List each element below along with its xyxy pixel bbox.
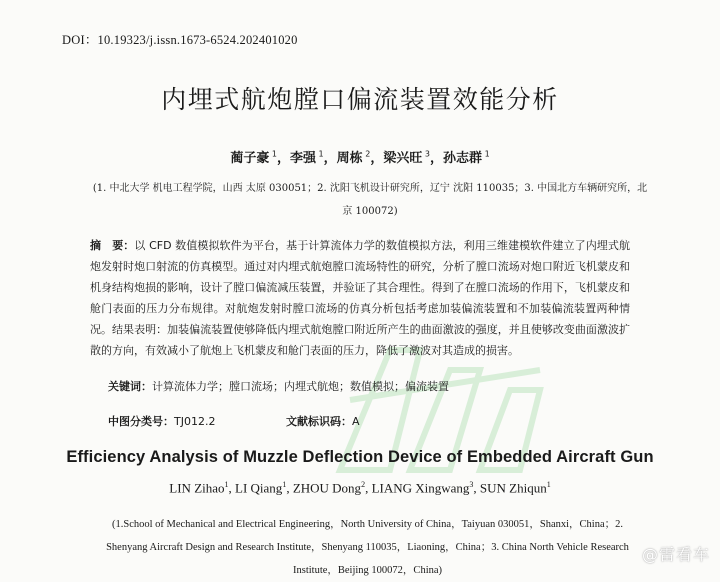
- keywords-text: 计算流体力学；膛口流场；内埋式航炮；数值模拟；偏流装置: [152, 380, 449, 393]
- doi-line: DOI：10.19323/j.issn.1673-6524.202401020: [62, 33, 298, 47]
- title-chinese: 内埋式航炮膛口偏流装置效能分析: [161, 85, 559, 114]
- watermark-text: @雷看车: [641, 545, 710, 564]
- document-code: [286, 413, 360, 429]
- clc-label: 中图分类号：: [108, 415, 174, 428]
- clc-value: TJ012.2: [174, 415, 216, 428]
- author-cn-name: 蔺子豪: [230, 151, 270, 166]
- author-en-name: LIANG Xingwang: [371, 480, 470, 496]
- author-en-name: ZHOU Dong: [292, 480, 362, 496]
- author-cn-name: 李强: [290, 151, 317, 166]
- author-cn-name: 周栋: [336, 151, 363, 166]
- author-en-affil-mark: 1: [282, 480, 287, 489]
- author-en-name: LIN Zihao: [169, 480, 225, 496]
- author-cn-affil-mark: 2: [362, 149, 371, 159]
- keywords-chinese: [108, 378, 449, 394]
- author-cn-affil-mark: 1: [316, 149, 324, 159]
- author-cn-affil-mark: 1: [482, 149, 490, 159]
- author-en-affil-mark: 2: [361, 480, 366, 489]
- keywords-label: 关键词：: [108, 380, 152, 393]
- doc-code-value: A: [352, 415, 360, 428]
- author-en-name: LI Qiang: [235, 480, 283, 496]
- doc-code-label: 文献标识码：: [286, 415, 352, 428]
- authors-chinese: 蔺子豪 $^1$，李强 $^1$，周栋 $^2$，梁兴旺 $^3$，孙志群 $^1$: [230, 149, 490, 166]
- author-en-affil-mark: 1: [224, 480, 229, 489]
- affiliation-chinese: (1. 中北大学 机电工程学院，山西 太原 030051；2. 沈阳飞机设计研究所，辽宁 沈阳 110035；3. 中国北方车辆研究所，北京 100072): [92, 183, 648, 217]
- author-en-affil-mark: 3: [469, 480, 474, 489]
- author-cn-affil-mark: 3: [422, 149, 430, 159]
- author-en-name: SUN Zhiqun: [479, 480, 547, 496]
- abstract-chinese: [90, 235, 630, 361]
- author-en-affil-mark: 1: [546, 480, 551, 489]
- affiliation-english: (1.School of Mechanical and Electrical Engineering，North University of China，Taiyuan 030051，Shanxi，China；2. Shenyang Aircraft Design and Research Institute，Shenyang 110035，Liaoning，China；3. China North Vehicle Research Institute，Beijing 100072，China): [106, 519, 629, 576]
- author-cn-name: 梁兴旺: [383, 151, 423, 166]
- abstract-label: 摘 要：: [90, 239, 135, 252]
- authors-english: LIN Zihao$^1$, LI Qiang$^1$, ZHOU Dong$^2$, LIANG Xingwang$^3$, SUN Zhiqun$^1$: [169, 480, 551, 496]
- clc-number: [108, 413, 215, 429]
- author-cn-affil-mark: 1: [269, 149, 277, 159]
- abstract-text: 以 CFD 数值模拟软件为平台，基于计算流体力学的数值模拟方法，利用三维建模软件建立了内埋式航炮发射时炮口射流的仿真模型。通过对内埋式航炮膛口流场特性的研究，分析了膛口流场对炮口附近飞机蒙皮和机身结构炮损的影响，设计了膛口偏流减压装置，并验证了其合理性。得到了在膛口流场的作用下，飞机蒙皮和舱门表面的压力分布规律。对航炮发射时膛口流场的仿真分析包括考虑加装偏流装置和不加装偏流装置两种情况。结果表明：加装偏流装置使够降低内埋式航炮膛口附近所产生的曲面激波的强度，并且使够改变曲面激波扩散的方向，有效减小了航炮上飞机蒙皮和舱门表面的压力，降低了激波对其造成的损害。: [90, 239, 631, 357]
- title-english: Efficiency Analysis of Muzzle Deflection Device of Embedded Aircraft Gun: [66, 448, 654, 466]
- author-cn-name: 孙志群: [443, 151, 483, 166]
